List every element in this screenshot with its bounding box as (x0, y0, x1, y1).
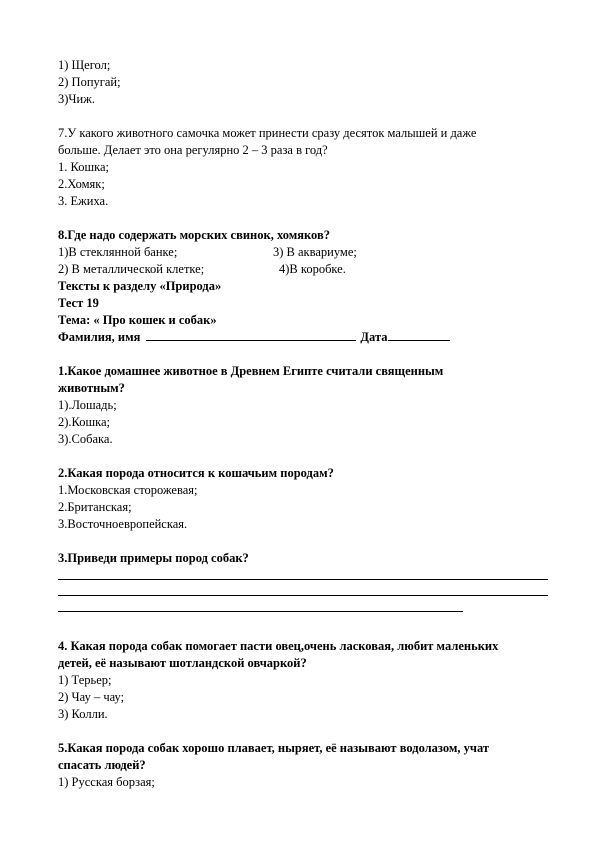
worksheet-page (58, 57, 548, 791)
question-1-option-1: 1).Лошадь; (58, 398, 117, 412)
question-8 (58, 227, 548, 278)
question-4-text-line1: 4. Какая порода собак помогает пасти овец,очень ласковая, любит маленьких (58, 639, 499, 653)
question-1-text-line2: животным? (58, 381, 125, 395)
question-4 (58, 638, 548, 723)
question-8-options-row-1 (58, 244, 548, 261)
question-7-text-line1: 7.У какого животного самочка может принести сразу десяток малышей и даже (58, 126, 477, 140)
question-1-text-line1: 1.Какое домашнее животное в Древнем Египте считали священным (58, 364, 444, 378)
question-2-option-2: 2.Британская; (58, 500, 132, 514)
question-8-option-3: 3) В аквариуме; (273, 245, 357, 259)
option-2: 2) Попугай; (58, 75, 121, 89)
question-5-option-1: 1) Русская борзая; (58, 775, 155, 789)
question-2-option-1: 1.Московская сторожевая; (58, 483, 198, 497)
test-number: Тест 19 (58, 296, 99, 310)
question-8-text: 8.Где надо содержать морских свинок, хомяков? (58, 228, 330, 242)
test-theme: Тема: « Про кошек и собак» (58, 313, 217, 327)
question-5-text-line2: спасать людей? (58, 758, 146, 772)
question-1-option-2: 2).Кошка; (58, 415, 111, 429)
question-4-option-3: 3) Колли. (58, 707, 108, 721)
question-8-option-4: 4)В коробке. (279, 262, 346, 276)
question-4-option-2: 2) Чау – чау; (58, 690, 125, 704)
question-1 (58, 363, 548, 448)
question-8-options-row-2 (58, 261, 548, 278)
previous-question-options (58, 57, 548, 108)
question-8-option-1: 1)В стеклянной банке; (58, 245, 178, 259)
question-2-option-3: 3.Восточноевропейская. (58, 517, 188, 531)
test-header (58, 278, 548, 346)
question-7-option-3: 3. Ежиха. (58, 194, 109, 208)
question-3 (58, 550, 548, 612)
question-7-option-2: 2.Хомяк; (58, 177, 105, 191)
date-label: Дата (360, 330, 388, 344)
question-4-option-1: 1) Терьер; (58, 673, 112, 687)
question-8-option-2: 2) В металлической клетке; (58, 262, 205, 276)
question-2-text: 2.Какая порода относится к кошачьим породам? (58, 466, 334, 480)
question-7-text-line2: больше. Делает это она регулярно 2 – 3 раза в год? (58, 143, 328, 157)
question-4-text-line2: детей, её называют шотландской овчаркой? (58, 656, 307, 670)
name-field[interactable] (146, 329, 356, 341)
section-title: Тексты к разделу «Природа» (58, 279, 222, 293)
question-2 (58, 465, 548, 533)
date-field[interactable] (388, 329, 450, 341)
option-1: 1) Щегол; (58, 58, 111, 72)
name-label: Фамилия, имя (58, 330, 141, 344)
question-5-text-line1: 5.Какая порода собак хорошо плавает, ныряет, её называют водолазом, учат (58, 741, 490, 755)
question-3-text: 3.Приведи примеры пород собак? (58, 551, 249, 565)
option-3: 3)Чиж. (58, 92, 95, 106)
question-7-option-1: 1. Кошка; (58, 160, 109, 174)
question-7 (58, 125, 548, 210)
question-1-option-3: 3).Собака. (58, 432, 113, 446)
question-5 (58, 740, 548, 791)
name-date-line (58, 329, 548, 346)
